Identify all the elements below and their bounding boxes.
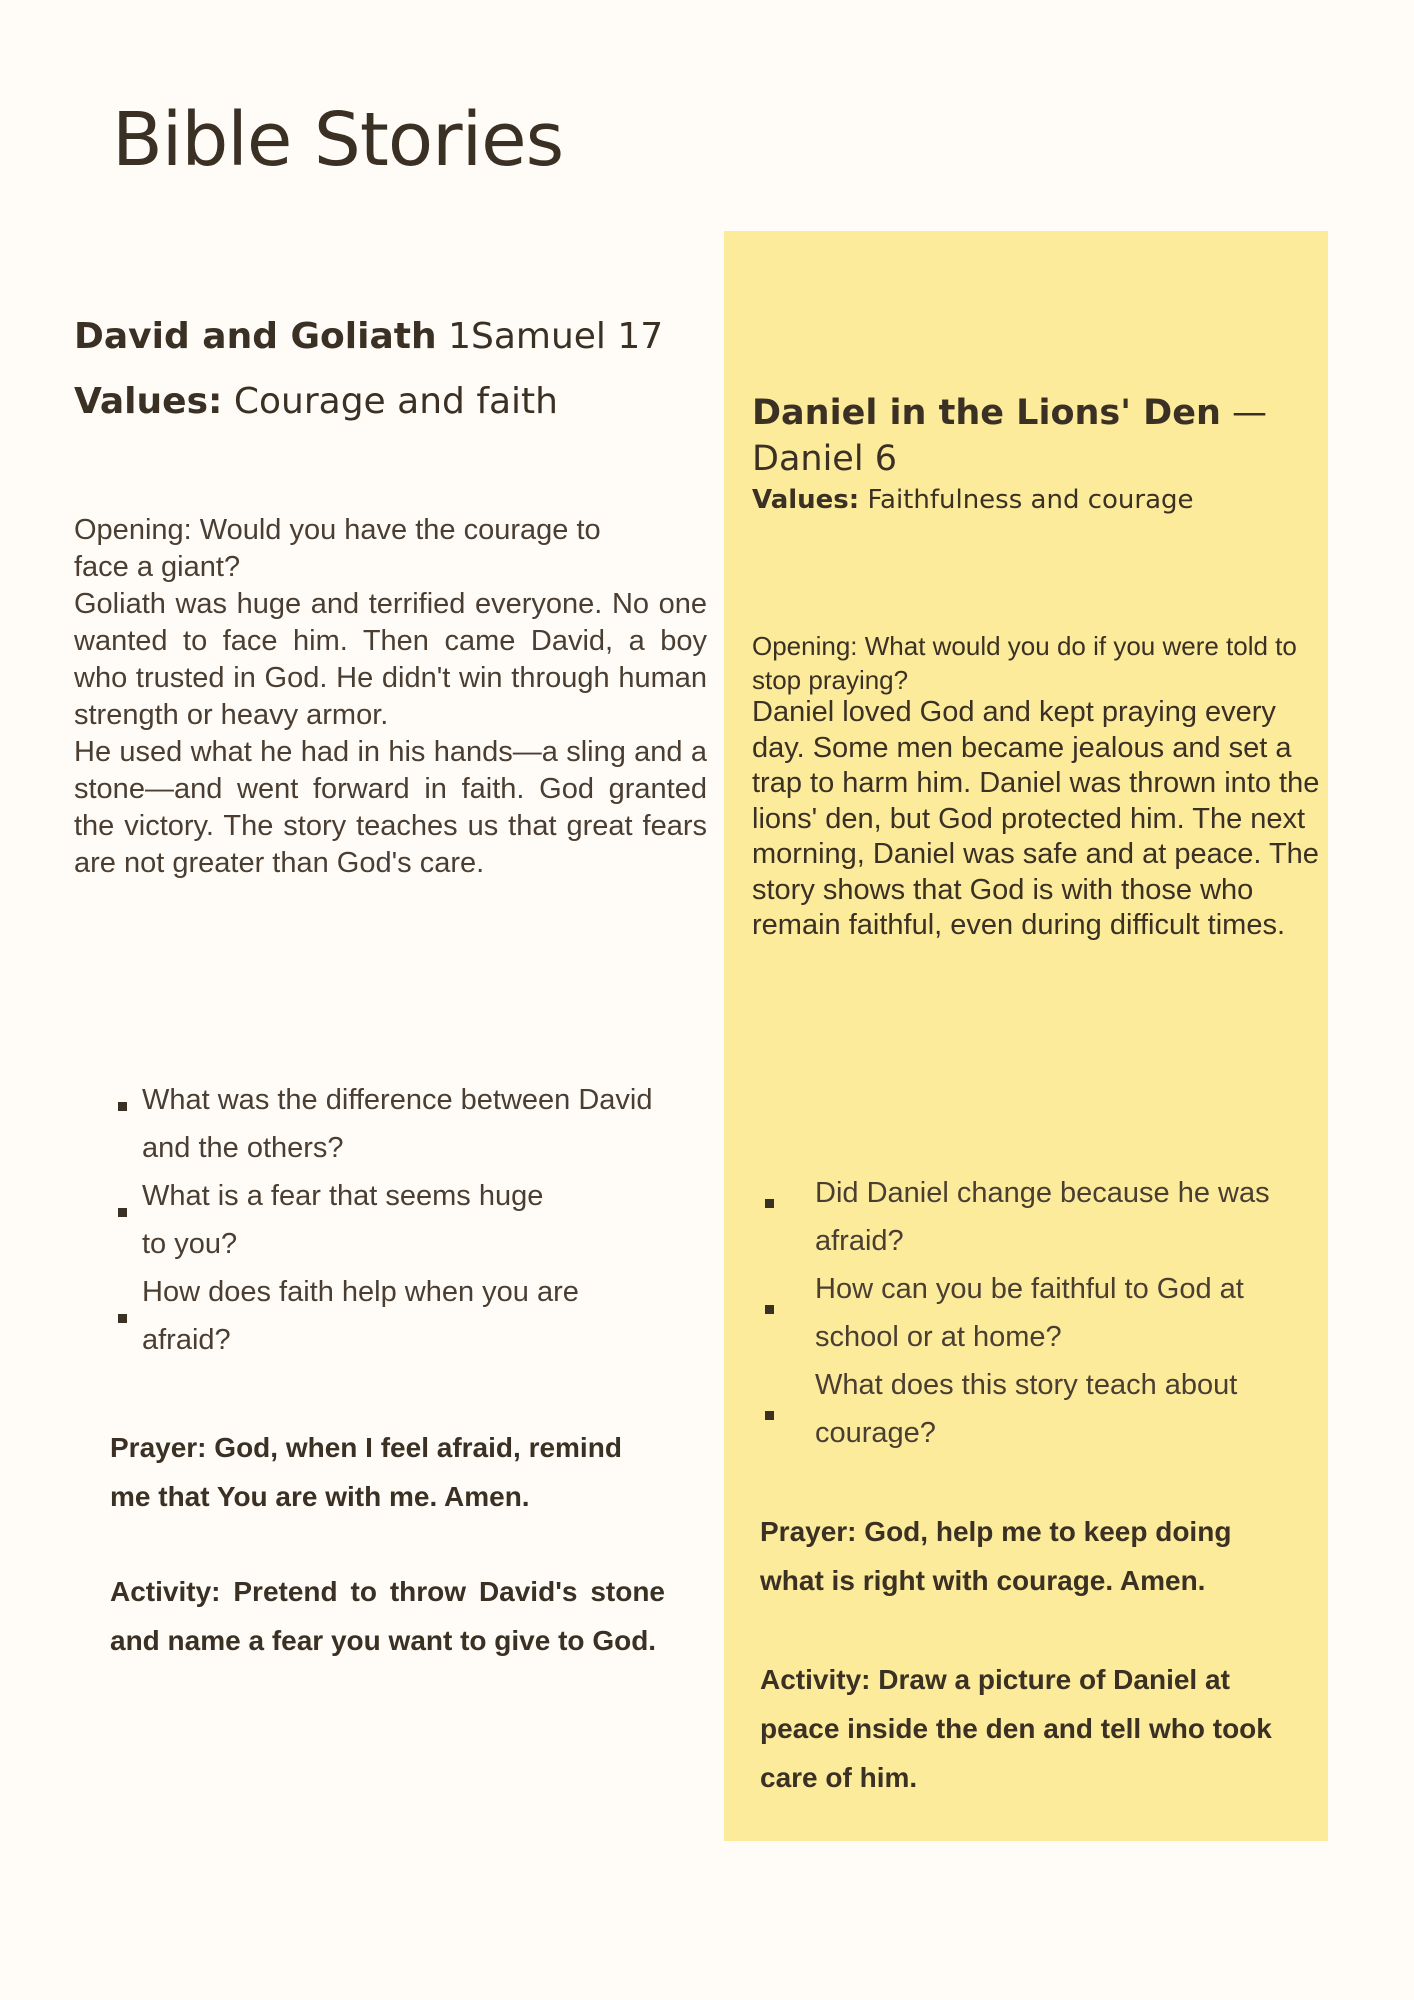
story-title-daniel bbox=[752, 390, 1312, 482]
bullet-icon bbox=[118, 1102, 127, 1111]
prayer-daniel: Prayer: God, help me to keep doing what is right with courage. Amen. bbox=[760, 1516, 1232, 1596]
values-text: Faithfulness and courage bbox=[867, 485, 1194, 515]
scripture-reference: — Daniel 6 bbox=[752, 393, 1268, 479]
story-body-daniel: Daniel loved God and kept praying every day. Some men became jealous and set a trap to harm him. Daniel was thrown into the lions' den, but God protected him. The next morning, Daniel was safe and at peace. The story shows that God is with those who remain faithful, even during difficult times. bbox=[752, 696, 1320, 941]
opening-question-david: Opening: Would you have the courage to face a giant? bbox=[74, 514, 601, 583]
discussion-questions-daniel bbox=[815, 1169, 1310, 1457]
story-body-david bbox=[74, 586, 707, 882]
question-text: How does faith help when you are afraid? bbox=[142, 1276, 579, 1356]
page-title: Bible Stories bbox=[112, 97, 564, 183]
list-item bbox=[815, 1265, 1310, 1361]
list-item bbox=[815, 1361, 1310, 1457]
activity-david: Activity: Pretend to throw David's stone and name a fear you want to give to God. bbox=[110, 1576, 665, 1656]
scripture-reference: 1Samuel 17 bbox=[448, 316, 664, 357]
story-title-text: David and Goliath bbox=[74, 316, 437, 357]
bullet-icon bbox=[765, 1305, 774, 1314]
question-text: Did Daniel change because he was afraid? bbox=[815, 1177, 1270, 1257]
list-item bbox=[815, 1169, 1310, 1265]
bullet-icon bbox=[765, 1199, 774, 1208]
story-title-david bbox=[74, 315, 663, 358]
values-text: Courage and faith bbox=[233, 381, 558, 422]
discussion-questions-david bbox=[142, 1076, 702, 1364]
list-item bbox=[142, 1268, 702, 1364]
story-paragraph: He used what he had in his hands—a sling and a stone—and went forward in faith. God granted the victory. The story teaches us that great fears are not greater than God's care. bbox=[74, 736, 707, 879]
question-text: How can you be faithful to God at school or at home? bbox=[815, 1273, 1244, 1353]
bullet-icon bbox=[118, 1208, 127, 1217]
list-item bbox=[142, 1076, 702, 1172]
opening-question-daniel: Opening: What would you do if you were told to stop praying? bbox=[752, 631, 1297, 695]
bullet-icon bbox=[118, 1314, 127, 1323]
question-text: What was the difference between David and the others? bbox=[142, 1084, 653, 1164]
bullet-icon bbox=[765, 1411, 774, 1420]
values-label: Values: bbox=[752, 485, 860, 515]
question-text: What does this story teach about courage? bbox=[815, 1369, 1238, 1449]
story-title-text: Daniel in the Lions' Den bbox=[752, 393, 1221, 433]
values-line-david bbox=[74, 380, 558, 423]
prayer-david: Prayer: God, when I feel afraid, remind me that You are with me. Amen. bbox=[110, 1432, 622, 1512]
values-label: Values: bbox=[74, 381, 223, 422]
story-paragraph: Goliath was huge and terrified everyone. No one wanted to face him. Then came David, a boy who trusted in God. He didn't win through human strength or heavy armor. bbox=[74, 588, 707, 731]
activity-daniel: Activity: Draw a picture of Daniel at peace inside the den and tell who took care of him. bbox=[760, 1664, 1272, 1793]
question-text: What is a fear that seems huge to you? bbox=[142, 1180, 544, 1260]
values-line-daniel bbox=[752, 485, 1194, 515]
list-item bbox=[142, 1172, 702, 1268]
